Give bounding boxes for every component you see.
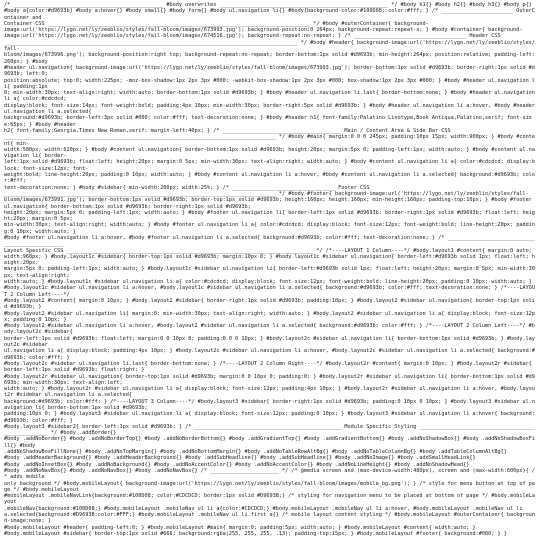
css-line: Container CSS ____________________________________________________________________________________ */ #body #outerContainer{ background- [4, 20, 429, 27]
css-line: 0; min-width:30px; text-align:right; width:auto; border-bottom:1px solid #d9693b; } #body #header ul.navigation li.last{ border-bottom:none; } #body #header ul.navigation li a{ color:#cdcdcd; [4, 90, 539, 103]
css-line: margin:5px 0; padding-left:1px; width:auto; } #body.layout1c #sidebar ul.navigation li{ border-left:#d9693b solid 1px; float:left; height:20px; margin:0 5px; min-width:30px; text-align:right; [4, 266, 535, 279]
css-line: padding:10px 0; } #body.layout3 #sidebar ul.navigation li a{ display:block; font-size:12px; padding:0 10px; } #body.layout3 #sidebar ul.navigation li a:hover{ background:#d9693b; color:#fff; } [4, 411, 535, 424]
css-line: _______________________________________________________________________________________ */ #body #main{ margin:0 0 0 245px; padding:10px 15px; width:900px; } #body #content{ min- [4, 134, 535, 147]
css-line: background:#d9693b; color:#fff; } /*----LAYOUT 3 Column----*/ #body.layout3 #sidebar{ border-right:1px solid #d9693b; padding:0 10px 0 10px; } #body.layout3 #sidebar ul.navigation li{ border-bottom:1px solid #d9693b; [4, 398, 535, 411]
css-line: position:absolute; top:0; width:225px; -moz-box-shadow:1px 2px 3px #000; -webkit-box-shadow:1px 2px 3px #000; box-shadow:1px 2px 3px #000; } #body #header ul.navigation li{ padding:1px [4, 77, 535, 90]
css-line: border-left:1px solid #d9693b; float:left; margin:0 0 10px 0; padding:0 0 0 10px; } #body.layout2c #sidebar ul.navigation li{ border-bottom:1px solid #d9693b; } #body.layout2c #sidebar [4, 335, 535, 349]
css-line: bloom/images/673991.jpg'); border-bottom:1px solid #d9693b; border-top:1px solid #d9693b; height:160px; height:160px; min-height:160px; padding-top:10px; } #body #footer ul.navigation{ border-bottom:1px solid #d9693b; border-right:1px solid #d9693b; [4, 197, 535, 210]
css-line: left:1px solid #d9693b; float:left; height:20px; margin:0 5px; min-width:30px; text-align:right; width:auto; } #body #content ul.navigation li a{ color:#cdcdcd; display:block; font-size:12px; font- [4, 159, 535, 172]
css-line: #body.layout2 #sidebar ul.navigation li a:hover, #body.layout2 #sidebar ul.navigation li a.selected{ background:#d9693b; color:#fff; } /*----LAYOUT 2 Column Left----*/ #body.layout2c #sidebar{ [4, 323, 535, 336]
css-line: #mobileLayout .mobileNavLink{background:#100D08; color:#CDCDCD; border:1px solid #D9693B;} /* styling for navigation menu to be placed at bottom of page */ #body.mobileLayout [4, 493, 535, 506]
css-line: width:auto; } #body.layout2r #sidebar ul.navigation li a{ display:block; font-size:12px; padding:4px 10px; } #body.layout2r #sidebar ul.navigation li a:hover, #body.layout2r #sidebar ul.navigation li a.selected{ [4, 386, 535, 399]
css-line: #body.layout2c #sidebar ul.navigation li.last{ border-bottom:none; } /*----LAYOUT 2 Column Right----*/ #body.layout2r #content{ margin:0 10px; } #body.layout2r #sidebar{ border-left:1px solid #d9693b; float:right; } [4, 360, 535, 374]
css-line: #body #footer ul.navigation li a:hover, #body #footer ul.navigation li a.selected{ background:#d9693b; color:#fff; text-decoration:none; } /* _______________________________________________ [4, 234, 535, 248]
css-line: width:960px; } #body.layout1c #sidebar{ border-top:1px solid #d9693b; margin:10px 0; } #body.layout1c #sidebar ul.navigation{ border-left:#d9693b solid 1px; float:left; height:20px; [4, 253, 535, 267]
css-line: #body.mobileLayout #header{ padding-left:0; } #body.mobileLayout #main{ margin:0; padding:5px; width:auto; } #body.mobileLayout #content{ width:auto; } [4, 524, 476, 531]
css-line: text-decoration:none; } #body #sidebar{ min-width:200px; width:25%; } /* _________________________________ Footer CSS [4, 184, 370, 191]
css-line: #body .addHeaderBackground{} #body .addHeaderBackground{} #body .addSubHeadline{} #body .addSubHeadline{} #body .addNoImage{} #body .addSmallHeadLink{} [4, 455, 476, 462]
css-line: min-width:30px; text-align:right; width:auto; } #body #footer ul.navigation li a{ color:#cdcdcd; display:block; font-size:12px; font-weight:bold; line-height:20px; padding:0 10px; width:auto; } [4, 222, 535, 235]
css-line: _______________________________________________________________________________________ */ #body #footer{ background-image:url('https://lygo.net/ly/zeeblio/styles/fall- [4, 190, 529, 197]
css-line: bloom/images/673996.png'); background-position:right top; background-repeat:no-repeat; border-bottom:1px solid #d9693b; min-height:264px; position:relative; padding-left:260px; } #body [4, 52, 535, 65]
css-line: #body.mobileLayout #sidebar{ border-top:1px solid #666; background:rgba(255, 255, 255, .13); padding-top:15px; } #body.mobileLayout #footer{ background:#000; } } [4, 530, 507, 537]
css-line: ______________________________________________________________________________________________ */ #body #header{ background-image:url('https://lygo.net/ly/zeeblio/styles/fall- [4, 39, 535, 53]
css-line: h2{ font-family:Georgia,Times New Roman,serif; margin-left:40px; } /* ______________________________________ Main / Content Area & Side Bar CSS [4, 127, 451, 134]
css-line: display:block; font-size:14px; font-weight:bold; padding:4px 10px; min-width:30px; border-right:5px solid #d9693b; } #body #header ul.navigation li a:hover, #body #header ul.navigation li a.selected{ [4, 102, 539, 116]
css-line: #body a{color:#d9693b} #body a:hover{} #body small{} #body form{} #body ul.navigation li{} #body{background-color:#100D08; color:#fff; } /* _______________________ OuterContainer and [4, 8, 535, 21]
css-line: #body .addNoInsetBox{} #body .addNoBackground{} #body .addNoAccentColor{} #body .addNoAccentColor{} #body .addNoLineHeight{} #body .addNoShadowHead{} [4, 461, 470, 468]
css-line: #body.layout1c #sidebar ul.navigation li a:hover, #body.layout1c #sidebar ul.navigation li a.selected{ background:#d9693b; color:#fff; text-decoration:none; } /*----LAYOUT 2 Column Left----*/ [4, 285, 535, 298]
css-line: image:url('https://lygo.net/ly/zeeblio/styles/fall-bloom/images/674516.jpg'); background-repeat:no-repeat; } /* ____________________________________ Header CSS [4, 33, 501, 40]
css-line: #body.layout2 #sidebar ul.navigation li{ margin:0; min-width:30px; text-align:right; width:auto; } #body.layout2 #sidebar ul.navigation li a{ display:block; font-size:12px; padding:0 10px; } [4, 310, 535, 323]
css-line: Layout Specific CSS _______________________________________________________________________________ */ /*----LAYOUT 1 Column----*/ #body.layout1 #content{ margin:0 auto; [4, 247, 532, 254]
css-line: #body.layout2 #content{ margin:0 10px; } #body.layout2 #sidebar{ border-right:1px solid #d9693b; padding:10px; } #body.layout2 #sidebar ul.navigation{ border-top:1px solid #d9693b; } [4, 297, 535, 311]
css-line: height:20px; margin:5px 0; padding-left:1px; width:auto; } #body #footer ul.navigation li{ border-left:1px solid #d9693b; border-right:1px solid #d9693b; float:left; height:20px; margin:0 5px; [4, 209, 535, 223]
css-line: #body .addNoBorder{} #body .addNoBorderTop{} #body .addNoBorderBottom{} #body .addGradientTop{} #body .addGradientBottom{} #body .addNoShadowBox{} #body .addNoShadowBoxFill{} #body [4, 436, 535, 449]
css-line: weight:bold; line-height:20px; padding:0 10px; width:auto; } #body #content ul.navigation li a:hover, #body #content ul.navigation li a.selected{ background:#d9693b; color:#fff; [4, 172, 535, 185]
css-line: only background */ #body.mobileLayout{ background-image:url('https://lygo.net/ly/zeeblio/styles/fall-bloom/images/mobile_bg.png'); } /* style for menu button at top of page */ #body.mobileLayout [4, 480, 535, 493]
css-line: a.selected{background:#D9693B;color:#FFF;} #body.mobileLayout .mobileNav ul li.first a{} /* mobile layout content styling */ #body.mobileLayout #outerContainer{ background-image:none; } [4, 512, 535, 525]
css-line: #body.layout2r #sidebar ul.navigation{ border-top:1px solid #d9693b; margin:0 0 10px 0; padding:0; } #body.layout2r #sidebar ul.navigation li{ border-bottom:1px solid #d9693b; min-width:30px; text-align:left; [4, 373, 535, 386]
css-line: ul.navigation li a{ display:block; padding:4px 10px; } #body.layout2c #sidebar ul.navigation li a:hover, #body.layout2c #sidebar ul.navigation li a.selected{ background:#d9693b; color:#fff; } [4, 348, 535, 361]
css-line: width:auto; } #body.layout1c #sidebar ul.navigation li a{ color:#cdcdcd; display:block; font-size:12px; font-weight:bold; line-height:20px; padding:0 10px; width:auto; } [4, 279, 532, 286]
css-line: background:#d9693b; border-left:3px solid #000; color:#fff; text-decoration:none; } #body #header h1{ font-family:Palatino Linotype,Book Antiqua,Palatino,serif; font-size:65px; } #body #header [4, 115, 532, 128]
css-line: #body .addNoNavBox{} #body .addNoNavBox{} #body .addNoNavBox{} /* ______________________ */ /* @media screen and (max-device-width:480px), screen and (max-width:600px){ /* adds mobile [4, 467, 535, 481]
css-source-text [4, 2, 539, 537]
css-line: /* ________________________________________________ #body overwrites ______________________________________________________ */ #body h1{} #body h2{} #body h3{} #body p{} [4, 2, 532, 8]
css-line: #header ul.navigation{ background-image:url('https://lygo.net/ly/zeeblio/styles/fall-bloom/images/673993.jpg'); border-bottom:1px solid #d9693b; border-right:1px solid #d9693b; left:0; [4, 64, 535, 78]
css-line: image:url('https://lygo.net/ly/zeeblio/styles/fall-bloom/images/673993.jpg'); background-position:0 264px; background-repeat:repeat-x; } #body #container{ background- [4, 27, 523, 34]
css-line: width:580px; width:620px; } #body #content ul.navigation{ border-bottom:1px solid #d9693b; height:20px; margin:5px 0; padding-left:1px; width:auto; } #body #content ul.navigation li{ border- [4, 146, 535, 160]
css-line: .mobileNav{background:#100D08;} #body.mobileLayout .mobileNav ul li a{color:#CDCDCD;} #body.mobileLayout .mobileNav ul li a:hover, #body.mobileLayout .mobileNav ul li [4, 505, 523, 512]
css-line: #body.layout3 #sidebar2{ border-left:1px solid #d9693b; } /* _______________________________________________ Module Specific Styling ___________________________________________________ */ #body .addBorder{} [4, 423, 535, 437]
css-line: .addNoShadowBoxFillNone{} #body .addNoTopMargin{} #body .addNoBottomMargin{} #body .addNoTableRowAltBg{} #body .addNoTableColumnBg{} #body .addTableColumnAltBg{} [4, 449, 507, 456]
